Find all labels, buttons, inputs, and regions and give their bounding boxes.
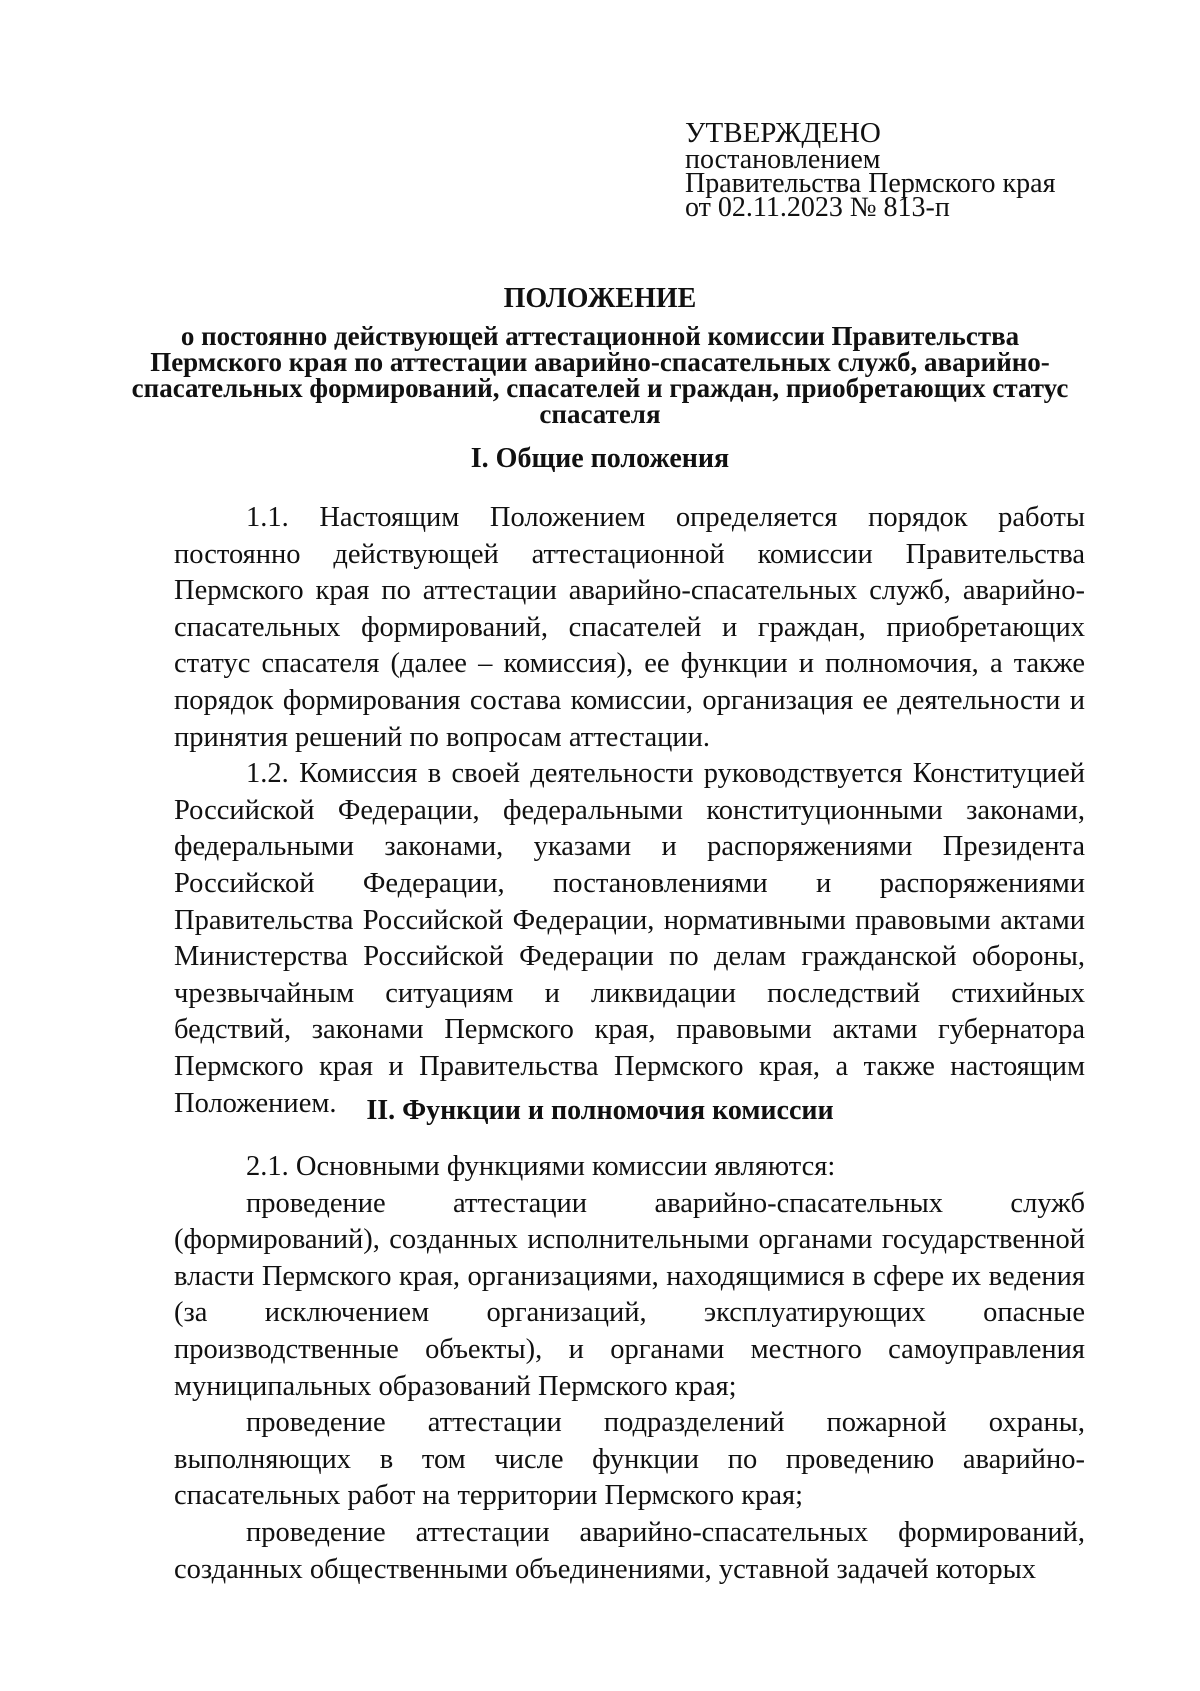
approval-stamp <box>685 117 1056 223</box>
paragraph-2-1-item-1: проведение аттестации аварийно-спасательных служб (формирований), созданных исполнительными органами государственной власти Пермского края, организациями, находящимися в сфере их ведения (за исключением организаций, эксплуатирующих опасные производственные объекты), и органами местного самоуправления муниципальных образований Пермского края; <box>174 1187 1085 1402</box>
paragraph-1-2: 1.2. Комиссия в своей деятельности руководствуется Конституцией Российской Федерации, федеральными конституционными законами, федеральными законами, указами и распоряжениями Президента Российской Федерации, постановлениями и распоряжениями Правительства Российской Федерации, нормативными правовыми актами Министерства Российской Федерации по делам гражданской обороны, чрезвычайным ситуациям и ликвидации последствий стихийных бедствий, законами Пермского края, правовыми актами губернатора Пермского края и Правительства Пермского края, а также настоящим Положением. <box>174 758 1085 1119</box>
document-subtitle: о постоянно действующей аттестационной комиссии Правительства Пермского края по аттестации аварийно-спасательных служб, аварийно-спасательных формирований, спасателей и граждан, приобретающих статус спасателя <box>131 321 1069 429</box>
paragraph-2-1: 2.1. Основными функциями комиссии являются: <box>246 1151 836 1182</box>
paragraph-2-1-item-3: проведение аттестации аварийно-спасательных формирований, созданных общественными объединениями, уставной задачей которых <box>174 1516 1085 1585</box>
approval-line-2: Правительства Пермского края <box>685 168 1056 199</box>
paragraph-2-1-item-2: проведение аттестации подразделений пожарной охраны, выполняющих в том числе функции по проведению аварийно-спасательных работ на территории Пермского края; <box>174 1407 1085 1512</box>
section-body-functions <box>174 1149 1085 1588</box>
approval-line-3: от 02.11.2023 № 813-п <box>685 192 950 223</box>
section-heading-functions: II. Функции и полномочия комиссии <box>366 1095 834 1126</box>
section-body-general <box>174 500 1085 1122</box>
paragraph-1-1: 1.1. Настоящим Положением определяется порядок работы постоянно действующей аттестационной комиссии Правительства Пермского края по аттестации аварийно-спасательных служб, аварийно-спасательных формирований, спасателей и граждан, приобретающих статус спасателя (далее – комиссия), ее функции и полномочия, а также порядок формирования состава комиссии, организация ее деятельности и принятия решений по вопросам аттестации. <box>174 502 1085 753</box>
document-title: ПОЛОЖЕНИЕ <box>503 283 697 314</box>
section-heading-general: I. Общие положения <box>470 443 730 474</box>
approval-title: УТВЕРЖДЕНО <box>685 117 881 149</box>
approval-line-1: постановлением <box>685 144 881 175</box>
